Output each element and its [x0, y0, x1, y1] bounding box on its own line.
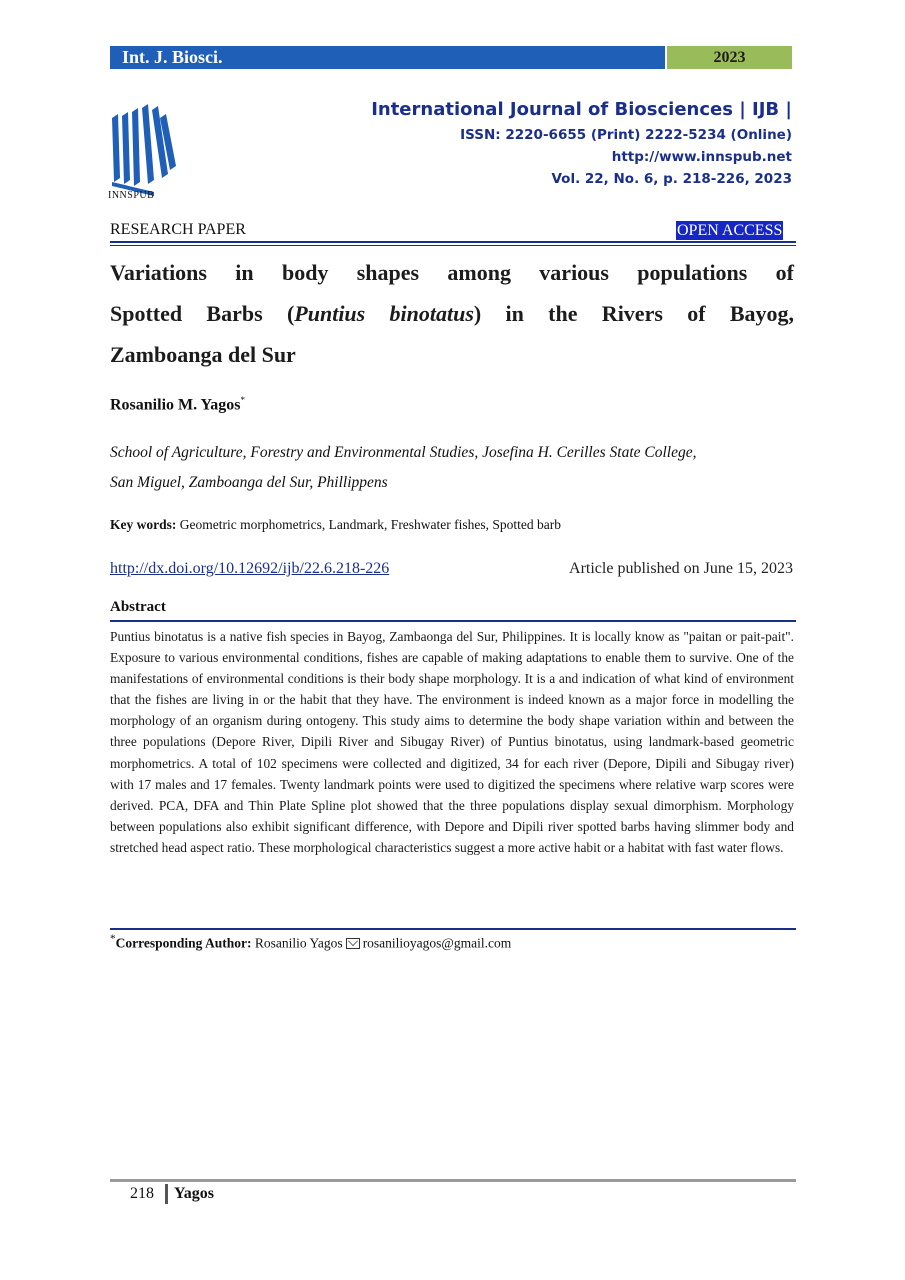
paper-type: RESEARCH PAPER	[110, 221, 246, 238]
affiliation	[110, 438, 800, 498]
title-part: Spotted Barbs (	[110, 301, 295, 326]
journal-issn: ISSN: 2220-6655 (Print) 2222-5234 (Online)	[460, 127, 792, 143]
keywords-label: Key words:	[110, 517, 177, 532]
journal-title: International Journal of Biosciences | IJB |	[371, 99, 792, 120]
title-line-2	[110, 293, 794, 334]
innspub-logo	[108, 100, 178, 200]
logo-text: INNSPUB	[108, 190, 155, 201]
author	[110, 395, 245, 414]
author-name: Rosanilio M. Yagos	[110, 396, 241, 414]
page-number: 218	[130, 1185, 154, 1202]
journal-short-name: Int. J. Biosci.	[110, 46, 665, 69]
author-mark: *	[240, 395, 246, 405]
open-access-badge: OPEN ACCESS	[677, 222, 783, 239]
corresponding-author	[110, 933, 511, 952]
affiliation-line-1: School of Agriculture, Forestry and Environmental Studies, Josefina H. Cerilles State College,	[110, 444, 697, 461]
affiliation-line-2: San Miguel, Zamboanga del Sur, Phillippens	[110, 474, 388, 491]
abstract-text: Puntius binotatus is a native fish species in Bayog, Zambaonga del Sur, Philippines. It is locally know as "paitan or pait-pait". Exposure to various environmental conditions, fishes are capable of making adaptations to enable them to survive. One of the manifestations of environmental conditions is their body shape morphology. It is a and indication of what kind of environment that the fishes are living in or the habit that they have. The environment is indeed known as a major force in modelling the morphology of an organism during ontogeny. This study aims to determine the body shape variation within and between the three populations (Depore River, Dipili River and Sibugay River) of Puntius binotatus, using landmark-based geometric morphometrics. A total of 102 specimens were collected and digitized, 34 for each river (Depore, Dipili and Sibugay river) with 17 males and 17 females. Twenty landmark points were used to digitized the specimens where relative warp scores were derived. PCA, DFA and Thin Plate Spline plot showed that the three populations display sexual dimorphism. Morphology between populations also exhibit significant difference, with Depore and Dipili river spotted barbs having slimmer body and stretched head aspect ratio. These morphological characteristics suggest a more active habit or a habitat with fast water flows.	[110, 629, 794, 855]
title-part: ) in the Rivers of Bayog,	[473, 301, 795, 326]
journal-volume: Vol. 22, No. 6, p. 218-226, 2023	[551, 171, 792, 187]
keywords	[110, 517, 561, 533]
title-line-3: Zamboanga del Sur	[110, 342, 296, 367]
doi-link[interactable]: http://dx.doi.org/10.12692/ijb/22.6.218-226	[110, 560, 390, 577]
abstract-top-rule	[110, 620, 796, 622]
header-rule	[110, 241, 796, 243]
published-date: Article published on June 15, 2023	[569, 560, 793, 577]
abstract-heading: Abstract	[110, 599, 166, 615]
mail-icon	[346, 938, 360, 949]
corr-name: Rosanilio Yagos	[254, 935, 343, 951]
footer-divider	[165, 1184, 168, 1204]
title-line-1: Variations in body shapes among various populations of	[110, 260, 794, 285]
footer-author: Yagos	[174, 1185, 215, 1202]
species-name: Puntius binotatus	[294, 301, 474, 326]
keywords-text: Geometric morphometrics, Landmark, Freshwater fishes, Spotted barb	[179, 517, 562, 532]
corr-mark: *	[110, 933, 116, 945]
header-year: 2023	[667, 46, 792, 69]
abstract-bottom-rule	[110, 928, 796, 930]
journal-url[interactable]: http://www.innspub.net	[611, 149, 792, 165]
corr-email[interactable]: rosanilioyagos@gmail.com	[362, 935, 512, 951]
footer-rule	[110, 1179, 796, 1182]
header-rule-thin	[110, 245, 796, 246]
paper-title	[110, 252, 794, 375]
corr-label: Corresponding Author:	[115, 935, 252, 951]
